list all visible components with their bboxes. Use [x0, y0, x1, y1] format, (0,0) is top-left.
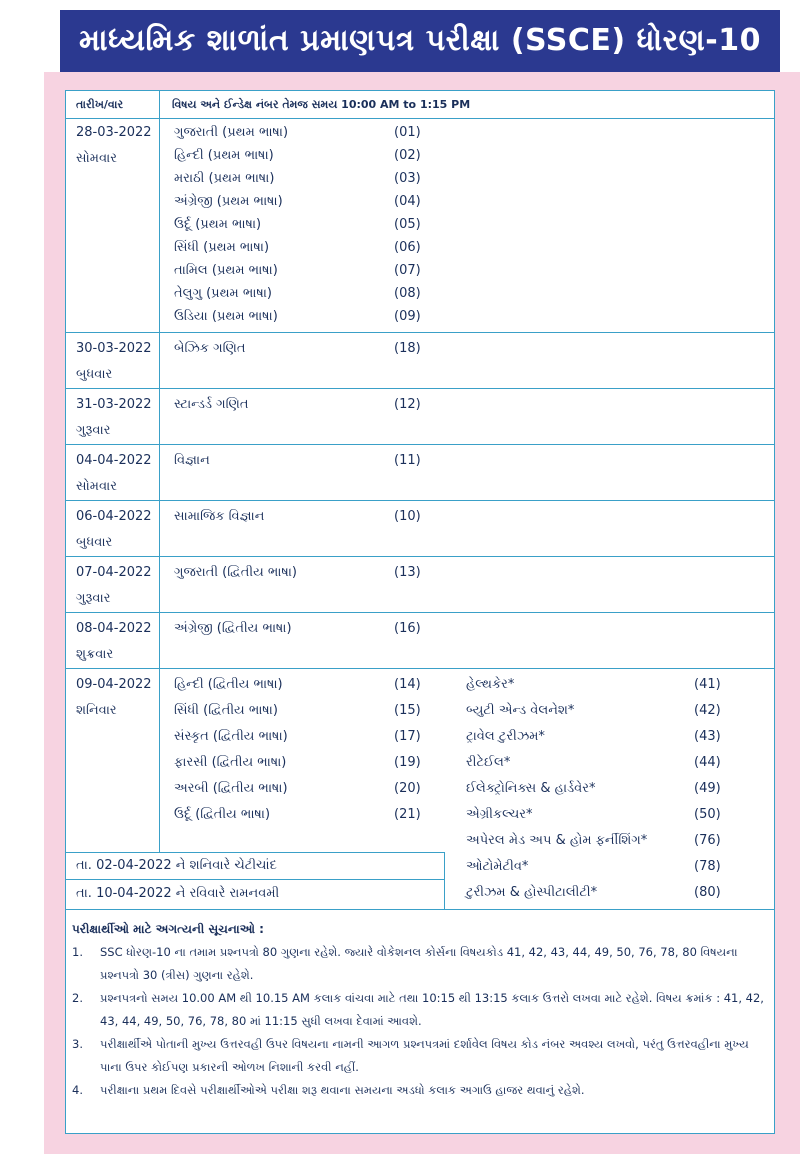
vocational-subject-name: ઓટોમેટીવ*	[466, 859, 529, 874]
note-item	[72, 987, 772, 1033]
holiday-note: તા. 10-04-2022 ને રવિવારે રામનવમી	[76, 886, 280, 901]
subject-name: ઉર્દૂ (દ્વિતીય ભાષા)	[174, 807, 271, 822]
subject-name: તામિલ (પ્રથમ ભાષા)	[174, 263, 278, 278]
holiday-divider	[66, 852, 444, 853]
subject-code: (02)	[394, 148, 421, 163]
subject-code: (05)	[394, 217, 421, 232]
exam-date: 30-03-2022	[76, 341, 152, 356]
row-divider	[66, 612, 774, 613]
subject-name: સિંધી (પ્રથમ ભાષા)	[174, 240, 270, 255]
subject-name: ઉડિયા (પ્રથમ ભાષા)	[174, 309, 278, 324]
subject-code: (21)	[394, 807, 421, 822]
subject-name: ઉર્દૂ (પ્રથમ ભાષા)	[174, 217, 262, 232]
row-divider	[66, 556, 774, 557]
subject-name: સામાજિક વિજ્ઞાન	[174, 509, 265, 524]
row-divider	[66, 444, 774, 445]
subject-name: અંગ્રેજી (દ્વિતીય ભાષા)	[174, 621, 292, 636]
vocational-subject-code: (76)	[694, 833, 721, 848]
row-divider	[66, 668, 774, 669]
subject-code: (09)	[394, 309, 421, 324]
date-column-header: તારીખ/વાર	[76, 98, 124, 111]
exam-date: 31-03-2022	[76, 397, 152, 412]
note-text: પરીક્ષાર્થીએ પોતાની મુખ્ય ઉત્તરવહી ઉપર વિષયના નામની આગળ પ્રશ્નપત્રમાં દર્શાવેલ વિષય કોડ નંબર અવશ્ય લખવો, પરંતુ ઉત્તરવહીના મુખ્ય પાના ઉપર કોઈપણ પ્રકારની ઓળખ નિશાની કરવી નહીં.	[100, 1037, 749, 1074]
subject-code: (19)	[394, 755, 421, 770]
vocational-subject-code: (44)	[694, 755, 721, 770]
subject-code: (16)	[394, 621, 421, 636]
subject-name: ગુજરાતી (પ્રથમ ભાષા)	[174, 125, 289, 140]
note-number: 2.	[72, 991, 83, 1005]
subject-code: (12)	[394, 397, 421, 412]
notes-divider	[66, 909, 774, 910]
subject-column-header: વિષય અને ઈન્ડેક્ષ નંબર તેમજ સમય 10:00 AM to 1:15 PM	[172, 98, 471, 111]
subject-name: તેલુગુ (પ્રથમ ભાષા)	[174, 286, 272, 301]
vocational-subject-code: (50)	[694, 807, 721, 822]
subject-name: અરબી (દ્વિતીય ભાષા)	[174, 781, 288, 796]
vocational-subject-code: (80)	[694, 885, 721, 900]
note-text: પરીક્ષાના પ્રથમ દિવસે પરીક્ષાર્થીઓએ પરીક્ષા શરૂ થવાના સમયના અડધો કલાક અગાઉ હાજર થવાનું રહેશે.	[100, 1083, 585, 1097]
exam-date: 06-04-2022	[76, 509, 152, 524]
exam-day: શનિવાર	[76, 703, 117, 718]
subject-code: (13)	[394, 565, 421, 580]
note-item	[72, 1079, 772, 1125]
subject-code: (04)	[394, 194, 421, 209]
row-divider	[66, 388, 774, 389]
vocational-subject-name: હેલ્થકેર*	[466, 677, 515, 692]
exam-date: 07-04-2022	[76, 565, 152, 580]
holiday-note: તા. 02-04-2022 ને શનિવારે ચેટીચાંદ	[76, 858, 277, 873]
note-number: 3.	[72, 1037, 83, 1051]
note-item	[72, 1033, 772, 1079]
subject-code: (08)	[394, 286, 421, 301]
subject-name: ફારસી (દ્વિતીય ભાષા)	[174, 755, 287, 770]
subject-code: (03)	[394, 171, 421, 186]
note-item	[72, 941, 772, 987]
note-text: SSC ધોરણ-10 ના તમામ પ્રશ્નપત્રો 80 ગુણના રહેશે. જ્યારે વોકેશનલ કોર્સના વિષયકોડ 41, 42, 43, 44, 49, 50, 76, 78, 80 વિષયના પ્રશ્નપત્રો 30 (ત્રીસ) ગુણના રહેશે.	[100, 945, 738, 982]
subject-name: બેઝિક ગણિત	[174, 341, 246, 356]
note-text: પ્રશ્નપત્રનો સમય 10.00 AM થી 10.15 AM કલાક વાંચવા માટે તથા 10:15 થી 13:15 કલાક ઉત્તરો લખવા માટે રહેશે. વિષય ક્રમાંક : 41, 42, 43, 44, 49, 50, 76, 78, 80 માં 11:15 સુધી લખવા દેવામાં આવશે.	[100, 991, 764, 1028]
exam-day: બુધવાર	[76, 535, 113, 550]
subject-code: (17)	[394, 729, 421, 744]
subject-code: (15)	[394, 703, 421, 718]
vocational-subject-code: (43)	[694, 729, 721, 744]
vocational-subject-name: બ્યુટી એન્ડ વેલનેશ*	[466, 703, 575, 718]
subject-code: (18)	[394, 341, 421, 356]
subject-code: (20)	[394, 781, 421, 796]
subject-code: (01)	[394, 125, 421, 140]
vocational-subject-name: ઈલેક્ટ્રોનિક્સ & હાર્ડવેર*	[466, 781, 596, 796]
subject-name: હિન્દી (દ્વિતીય ભાષા)	[174, 677, 283, 692]
header-divider	[66, 118, 774, 119]
subject-code: (06)	[394, 240, 421, 255]
exam-date: 09-04-2022	[76, 677, 152, 692]
vocational-subject-code: (41)	[694, 677, 721, 692]
subject-name: સંસ્કૃત (દ્વિતીય ભાષા)	[174, 729, 288, 744]
subject-name: મરાઠી (પ્રથમ ભાષા)	[174, 171, 275, 186]
exam-date: 04-04-2022	[76, 453, 152, 468]
exam-day: ગુરૂવાર	[76, 423, 111, 438]
vocational-subject-code: (78)	[694, 859, 721, 874]
subject-name: હિન્દી (પ્રથમ ભાષા)	[174, 148, 274, 163]
exam-date: 08-04-2022	[76, 621, 152, 636]
subject-code: (07)	[394, 263, 421, 278]
vocational-subject-name: ટ્રાવેલ ટુરીઝમ*	[466, 729, 545, 744]
vocational-subject-name: એગ્રીકલ્ચર*	[466, 807, 533, 822]
subject-name: વિજ્ઞાન	[174, 453, 210, 468]
vocational-subject-code: (42)	[694, 703, 721, 718]
subject-code: (10)	[394, 509, 421, 524]
notes-title: પરીક્ષાર્થીઓ માટે અગત્યની સૂચનાઓ :	[72, 922, 264, 936]
exam-day: શુક્રવાર	[76, 647, 114, 662]
note-number: 4.	[72, 1083, 83, 1097]
exam-day: બુધવાર	[76, 367, 113, 382]
column-divider	[159, 91, 160, 852]
note-number: 1.	[72, 945, 83, 959]
row-divider	[66, 500, 774, 501]
vocational-subject-name: રીટેઈલ*	[466, 755, 511, 770]
vocational-subject-code: (49)	[694, 781, 721, 796]
subject-code: (11)	[394, 453, 421, 468]
exam-day: ગુરૂવાર	[76, 591, 111, 606]
exam-day: સોમવાર	[76, 151, 117, 166]
subject-name: સ્ટાન્ડર્ડ ગણિત	[174, 397, 249, 412]
subject-name: ગુજરાતી (દ્વિતીય ભાષા)	[174, 565, 297, 580]
row-divider	[66, 332, 774, 333]
timetable-sheet	[65, 90, 775, 1134]
exam-date: 28-03-2022	[76, 125, 152, 140]
subject-name: સિંધી (દ્વિતીય ભાષા)	[174, 703, 278, 718]
holiday-divider	[66, 879, 444, 880]
vocational-subject-name: અપેરલ મેડ અપ & હોમ ફર્નીશિંગ*	[466, 833, 648, 848]
subject-name: અંગ્રેજી (પ્રથમ ભાષા)	[174, 194, 283, 209]
subject-code: (14)	[394, 677, 421, 692]
exam-day: સોમવાર	[76, 479, 117, 494]
page-title: માધ્યમિક શાળાંત પ્રમાણપત્ર પરીક્ષા (SSCE) ધોરણ-10	[60, 10, 780, 72]
holiday-column-divider	[444, 852, 445, 909]
vocational-subject-name: ટુરીઝમ & હોસ્પીટાલીટી*	[466, 885, 598, 900]
